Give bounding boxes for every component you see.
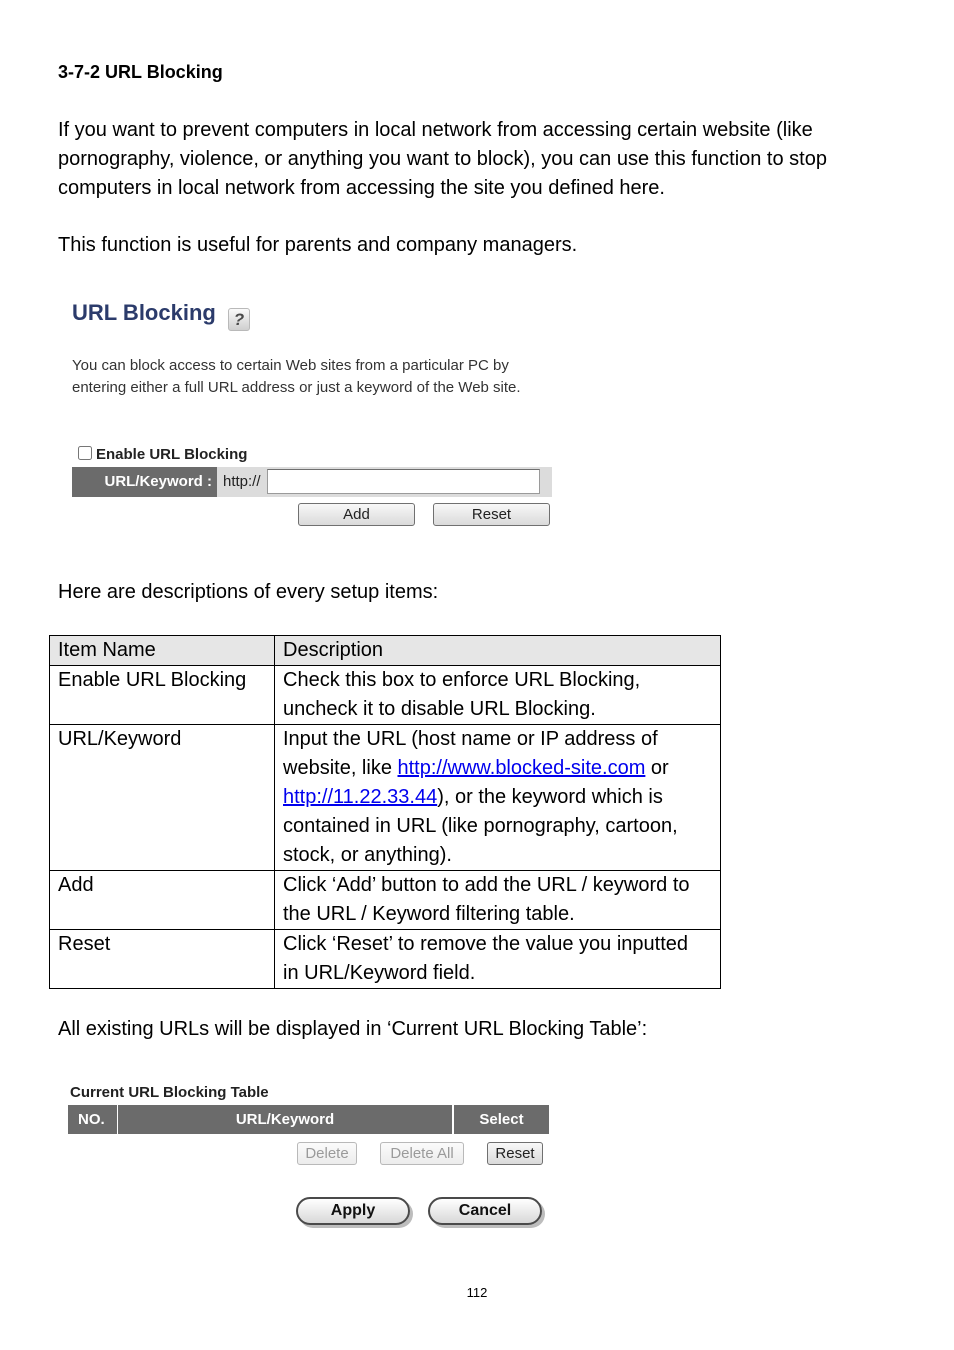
column-header-select: Select — [454, 1105, 549, 1134]
enable-url-blocking-label: Enable URL Blocking — [96, 446, 248, 463]
delete-button: Delete — [297, 1142, 357, 1165]
item-description — [275, 666, 721, 725]
item-name: URL/Keyword — [50, 725, 275, 871]
item-description — [275, 871, 721, 930]
enable-url-blocking-checkbox[interactable] — [78, 446, 92, 460]
help-icon[interactable]: ? — [228, 308, 250, 331]
description-text: or — [645, 757, 669, 779]
table-row — [50, 930, 721, 989]
current-table-title: Current URL Blocking Table — [70, 1084, 269, 1101]
description-line: entering either a full URL address or just a keyword of the Web site. — [72, 379, 521, 396]
description-line: the URL / Keyword filtering table. — [283, 903, 575, 925]
table-row — [50, 871, 721, 930]
descriptions-intro: Here are descriptions of every setup items: — [58, 581, 439, 603]
column-header-url-keyword: URL/Keyword — [118, 1105, 452, 1134]
header-item-name: Item Name — [50, 636, 275, 666]
table-header-row — [50, 636, 721, 666]
item-name: Add — [50, 871, 275, 930]
intro-line: pornography, violence, or anything you want to block), you can use this function to stop — [58, 148, 827, 170]
description-line: stock, or anything). — [283, 844, 452, 866]
description-line — [283, 783, 712, 812]
url-keyword-label: URL/Keyword : — [72, 467, 217, 497]
section-heading: 3-7-2 URL Blocking — [58, 62, 223, 82]
url-prefix: http:// — [223, 473, 261, 490]
description-line — [283, 754, 712, 783]
example-ip-link[interactable]: http://11.22.33.44 — [283, 786, 438, 808]
description-line: You can block access to certain Web sites from a particular PC by — [72, 357, 509, 374]
description-text: website, like — [283, 757, 398, 779]
item-name: Reset — [50, 930, 275, 989]
description-line: Click ‘Reset’ to remove the value you inputted — [283, 933, 689, 955]
item-description — [275, 930, 721, 989]
item-name: Enable URL Blocking — [50, 666, 275, 725]
description-line: uncheck it to disable URL Blocking. — [283, 698, 596, 720]
table-reset-button[interactable]: Reset — [487, 1142, 543, 1165]
page-number: 112 — [466, 1285, 488, 1300]
description-line: Input the URL (host name or IP address of — [283, 728, 658, 750]
table-row — [50, 666, 721, 725]
reset-button[interactable]: Reset — [433, 503, 550, 526]
intro-line: computers in local network from accessing the site you defined here. — [58, 177, 665, 199]
header-description: Description — [275, 636, 721, 666]
intro-line: If you want to prevent computers in local network from accessing certain website (like — [58, 119, 813, 141]
description-line: Check this box to enforce URL Blocking, — [283, 669, 641, 691]
table-row — [50, 725, 721, 871]
description-line: Click ‘Add’ button to add the URL / keyword to — [283, 874, 690, 896]
description-line: in URL/Keyword field. — [283, 962, 476, 984]
url-blocking-description — [72, 355, 521, 399]
column-header-no: NO. — [68, 1105, 117, 1134]
intro-note: This function is useful for parents and company managers. — [58, 234, 578, 256]
url-blocking-title: URL Blocking — [72, 300, 216, 325]
table-intro: All existing URLs will be displayed in ‘Current URL Blocking Table’: — [58, 1018, 648, 1040]
description-text: ), or the keyword which is — [437, 786, 663, 808]
example-domain-link[interactable]: http://www.blocked-site.com — [397, 757, 646, 779]
intro-paragraph — [58, 116, 827, 203]
setup-items-table — [49, 635, 721, 989]
apply-button[interactable]: Apply — [296, 1197, 410, 1225]
add-button[interactable]: Add — [298, 503, 415, 526]
delete-all-button: Delete All — [380, 1142, 464, 1165]
item-description — [275, 725, 721, 871]
description-line: contained in URL (like pornography, cartoon, — [283, 815, 678, 837]
url-keyword-input[interactable] — [267, 469, 540, 494]
cancel-button[interactable]: Cancel — [428, 1197, 542, 1225]
